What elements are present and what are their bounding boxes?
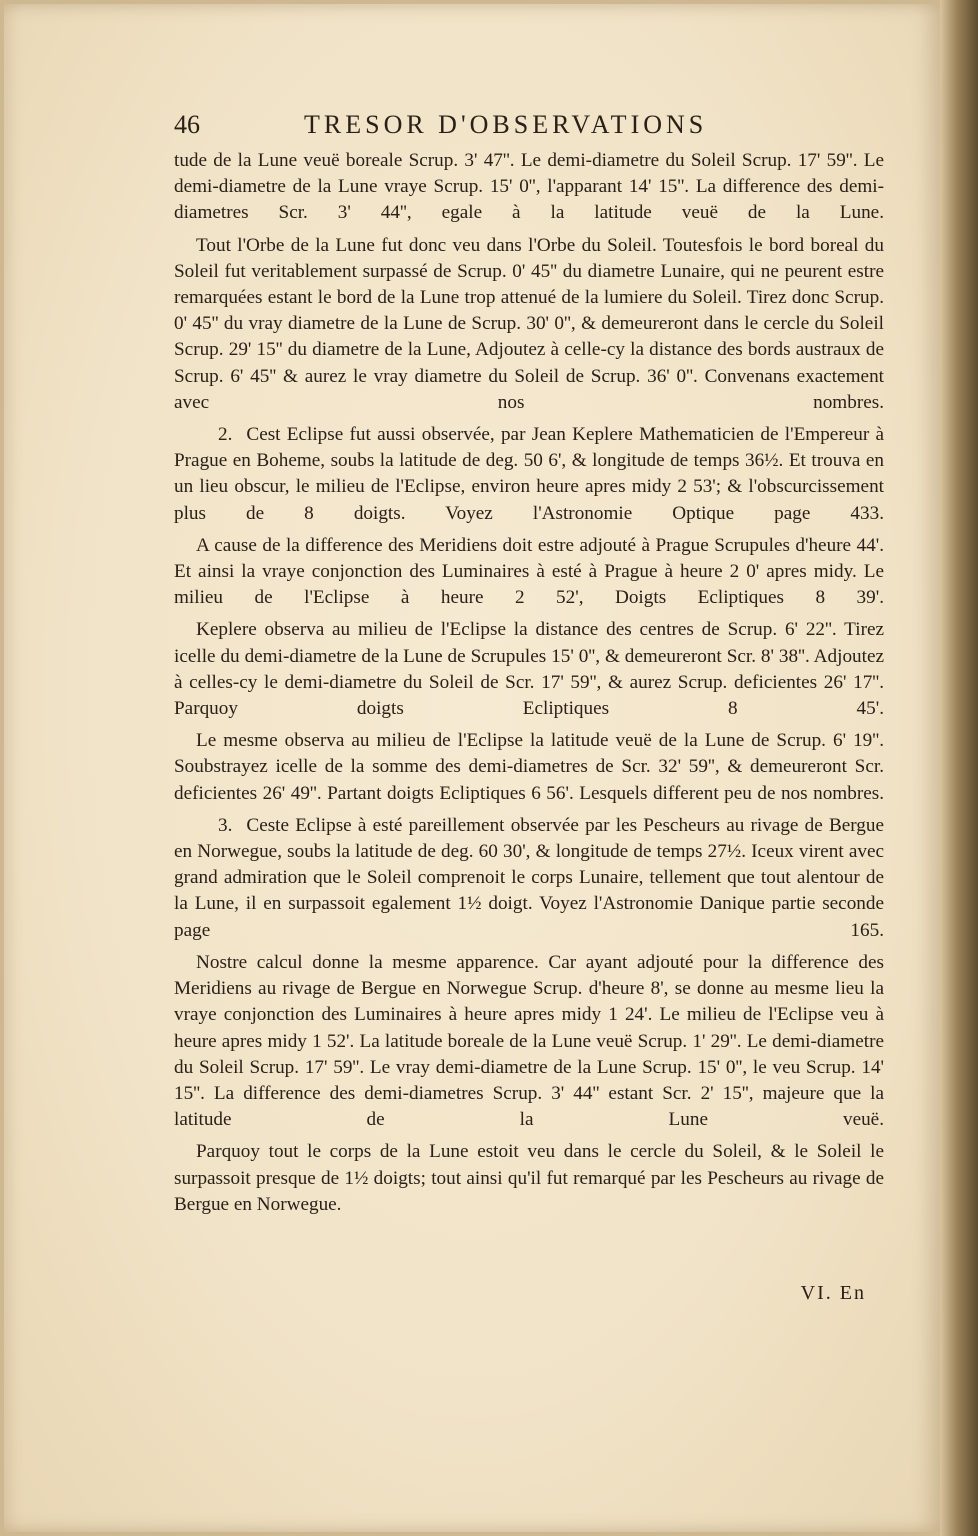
paragraph-text: Cest Eclipse fut aussi observée, par Jean Keplere Mathematicien de l'Empereur à Prague en Boheme, soubs la latitude de deg. 50 6', & longitude de temps 36½. Et trouva en un lieu obscur, le milieu de l'Eclipse, environ heure apres midy 2 53'; & l'obscurcissement plus de 8 doigts. Voyez l'Astronomie Optique page 433. <box>174 424 884 524</box>
paragraph-nostre-calcul: Nostre calcul donne la mesme apparence. Car ayant adjouté pour la difference des Meridiens au rivage de Bergue en Norwegue Scrup. d'heure 8', se donne au mesme lieu la vraye conjonction des Luminaires à heure apres midy 1 24'. Le milieu de l'Eclipse veu à heure apres midy 1 52'. La latitude boreale de la Lune veuë Scrup. 1' 29''. Le demi-diametre du Soleil Scrup. 17' 59''. Le vray demi-diametre de la Lune Scrup. 15' 0'', le veu Scrup. 14' 15''. La difference des demi-diametres Scrup. 3' 44'' estant Scr. 2' 15'', majeure que la latitude de la Lune veuë. <box>174 951 884 1131</box>
paragraph-mesme-observa: Le mesme observa au milieu de l'Eclipse la latitude veuë de la Lune de Scrup. 6' 19''. Soubstrayez icelle de la somme des demi-diametres de Scr. 32' 59'', & demeureront Scr. deficientes 26' 49''. Partant doigts Ecliptiques 6 56'. Lesquels different peu de nos nombres. <box>174 730 884 804</box>
paragraph-number: 3. <box>218 814 233 836</box>
paragraph-2-keplere <box>174 422 884 527</box>
paragraph-meridiens: A cause de la difference des Meridiens doit estre adjouté à Prague Scrupules d'heure 44'. Et ainsi la vraye conjonction des Luminaires à esté à Prague à heure 2 0' apres midy. Le milieu de l'Eclipse à heure 2 52', Doigts Ecliptiques 8 39'. <box>174 534 884 609</box>
book-page <box>4 4 940 1532</box>
page-content <box>174 108 884 1304</box>
paragraph-continuation: tude de la Lune veuë boreale Scrup. 3' 47''. Le demi-diametre du Soleil Scrup. 17' 59''. Le demi-diametre de la Lune vraye Scrup. 15' 0'', l'apparant 14' 15''. La difference des demi-diametres Scr. 3' 44'', egale à la latitude veuë de la Lune. <box>174 150 884 224</box>
page-header <box>174 108 884 148</box>
paragraph-keplere-observa: Keplere observa au milieu de l'Eclipse la distance des centres de Scrup. 6' 22''. Tirez icelle du demi-diametre de la Lune de Scrupules 15' 0'', & demeureront Scr. 8' 38''. Adjoutez à celles-cy le demi-diametre du Soleil de Scr. 17' 59'', & aurez Scrup. deficientes 26' 17''. Parquoy doigts Ecliptiques 8 45'. <box>174 619 884 720</box>
running-title: TRESOR D'OBSERVATIONS <box>304 110 708 139</box>
paragraph-orbe: Tout l'Orbe de la Lune fut donc veu dans l'Orbe du Soleil. Toutesfois le bord boreal du Soleil fut veritablement surpassé de Scrup. 0' 45'' du diametre Lunaire, qui ne peurent estre remarquées estant le bord de la Lune trop attenué de la lumiere du Soleil. Tirez donc Scrup. 0' 45'' du vray diametre de la Lune de Scrup. 30' 0'', & demeureront dans le cercle du Soleil Scrup. 29' 15'' du diametre de la Lune, Adjoutez à celle-cy la distance des bords austraux de Scrup. 6' 45'' & aurez le vray diametre du Soleil de Scrup. 36' 0''. Convenans exactement avec nos nombres. <box>174 234 884 413</box>
catchword: VI. En <box>800 1282 866 1304</box>
paragraph-number: 2. <box>218 424 233 446</box>
paragraph-text: Ceste Eclipse à esté pareillement observée par les Pescheurs au rivage de Bergue en Norwegue, soubs la latitude de deg. 60 30', & longitude de temps 27½. Iceux virent avec grand admiration que le Soleil comprenoit le corps Lunaire, tellement que tout alentour de la Lune, il en surpassoit egalement 1½ doigt. Voyez l'Astronomie Danique partie seconde page 165. <box>174 814 884 941</box>
page-number: 46 <box>174 110 200 139</box>
book-spine-edge <box>940 0 978 1536</box>
paragraph-3-pescheurs <box>174 813 884 944</box>
paragraph-parquoy: Parquoy tout le corps de la Lune estoit veu dans le cercle du Soleil, & le Soleil le surpassoit presque de 1½ doigts; tout ainsi qu'il fut remarqué par les Pescheurs au rivage de Bergue en Norwegue. <box>174 1141 884 1215</box>
